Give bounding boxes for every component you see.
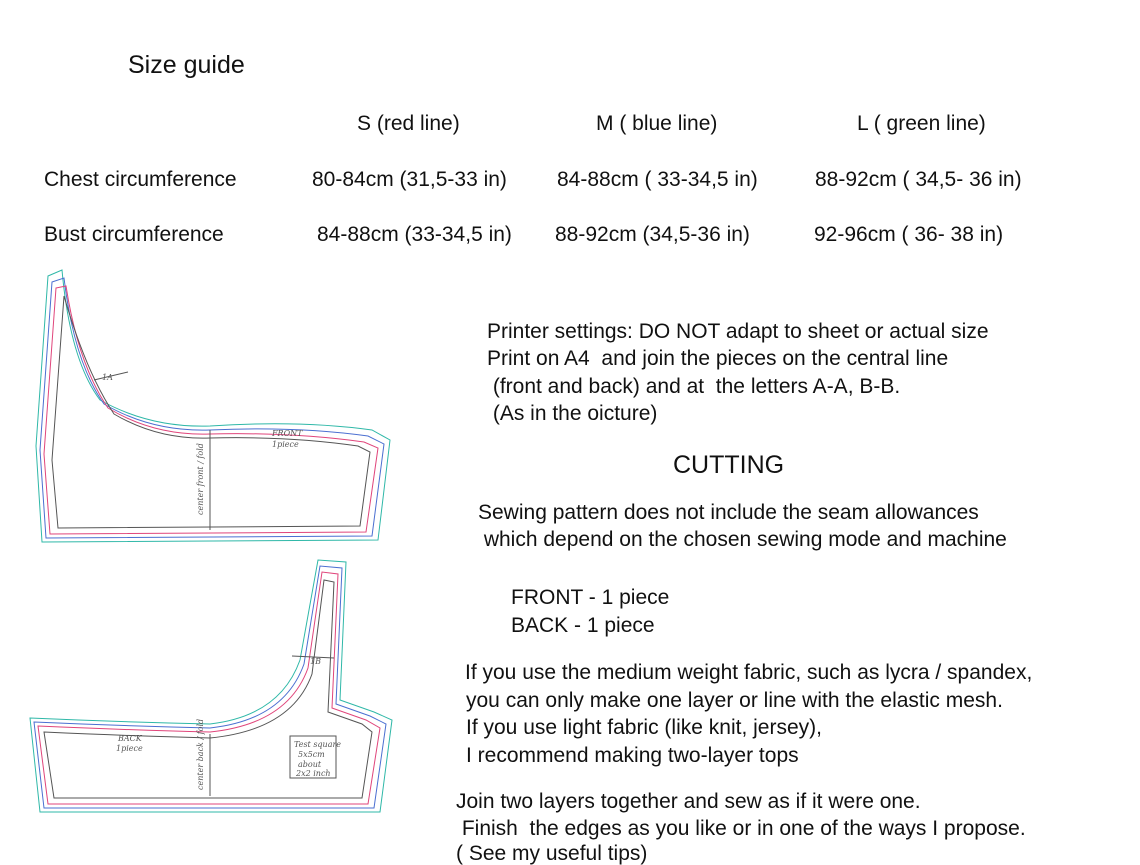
chest-s-value: 80-84cm (31,5-33 in)	[312, 168, 507, 191]
chest-l-value: 88-92cm ( 34,5- 36 in)	[815, 168, 1022, 191]
front-pattern-piece	[36, 270, 390, 542]
bust-l-value: 92-96cm ( 36- 38 in)	[814, 223, 1004, 246]
bust-s-value: 84-88cm (33-34,5 in)	[317, 223, 512, 246]
back-pattern-piece	[30, 560, 392, 812]
back-piece-sub: 1piece	[116, 744, 143, 753]
join-line-1: Join two layers together and sew as if it were one.	[456, 790, 921, 813]
front-piece-label: FRONT	[272, 429, 303, 438]
size-header-s: S (red line)	[357, 112, 460, 135]
piece-front: FRONT - 1 piece	[511, 586, 670, 609]
back-piece-label: BACK	[118, 734, 142, 743]
test-square-line-2: 5x5cm	[298, 750, 325, 759]
chest-m-value: 84-88cm ( 33-34,5 in)	[557, 168, 758, 191]
printer-line-4: (As in the oicture)	[487, 402, 658, 425]
front-mark-1a: 1A	[102, 373, 113, 382]
test-square-line-3: about	[298, 760, 322, 769]
size-header-l: L ( green line)	[857, 112, 986, 135]
fabric-line-1: If you use the medium weight fabric, such as lycra / spandex,	[465, 661, 1033, 684]
front-fold-label: center front / fold	[196, 443, 205, 515]
page-title: Size guide	[128, 51, 245, 79]
printer-line-3: (front and back) and at the letters A-A, B-B.	[487, 375, 901, 398]
fabric-line-2: you can only make one layer or line with the elastic mesh.	[466, 689, 1003, 712]
row-label-bust: Bust circumference	[44, 223, 224, 246]
cutting-note-2: which depend on the chosen sewing mode and machine	[478, 528, 1007, 551]
test-square-line-4: 2x2 inch	[296, 769, 331, 778]
row-label-chest: Chest circumference	[44, 168, 237, 191]
fabric-line-3: If you use light fabric (like knit, jersey),	[466, 716, 822, 739]
front-piece-sub: 1piece	[272, 440, 299, 449]
cutting-note-1: Sewing pattern does not include the seam allowances	[478, 501, 979, 524]
join-line-2: Finish the edges as you like or in one of the ways I propose.	[456, 817, 1026, 840]
back-fold-label: center back / fold	[196, 718, 205, 790]
piece-back: BACK - 1 piece	[511, 614, 655, 637]
join-line-3: ( See my useful tips)	[456, 842, 648, 865]
size-header-m: M ( blue line)	[596, 112, 718, 135]
printer-line-1: Printer settings: DO NOT adapt to sheet or actual size	[487, 320, 989, 343]
test-square-line-1: Test square	[294, 740, 342, 749]
back-mark-1b: 1B	[310, 657, 321, 666]
fabric-line-4: I recommend making two-layer tops	[466, 744, 799, 767]
bust-m-value: 88-92cm (34,5-36 in)	[555, 223, 750, 246]
printer-line-2: Print on A4 and join the pieces on the central line	[487, 347, 949, 370]
cutting-heading: CUTTING	[673, 451, 785, 479]
